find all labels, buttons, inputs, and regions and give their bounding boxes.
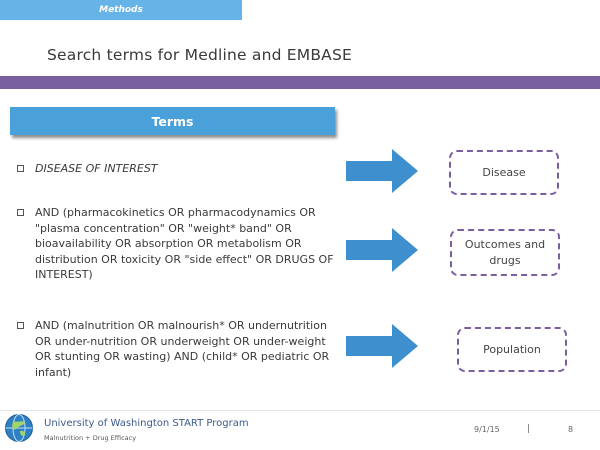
bullet-text: AND (pharmacokinetics OR pharmacodynamics OR "plasma concentration" OR "weight* band" OR bioavailability OR absorption OR metabolism OR distribution OR toxicity OR "side effect" OR DRUGS OF INTEREST) [35, 206, 334, 281]
footer-subtitle: Malnutrition + Drug Efficacy [44, 434, 137, 442]
footer-date: 9/1/15 [474, 425, 500, 434]
category-box-population [457, 327, 567, 372]
bullet-text: DISEASE OF INTEREST [35, 162, 158, 175]
footer-organization: University of Washington START Program [44, 418, 249, 429]
terms-header [10, 107, 335, 135]
section-label: Methods [99, 5, 143, 15]
slide-title: Search terms for Medline and EMBASE [47, 46, 353, 64]
square-bullet-icon [17, 209, 24, 216]
section-tab [0, 0, 242, 20]
bullet-outcomes [17, 205, 337, 283]
square-bullet-icon [17, 165, 24, 172]
category-label: Population [483, 342, 541, 356]
bullet-text: AND (malnutrition OR malnourish* OR undernutrition OR under-nutrition OR underweight OR under-weight OR stunting OR wasting) AND (child* OR pediatric OR infant) [35, 319, 330, 379]
right-arrow-icon [346, 149, 418, 193]
right-arrow-icon [346, 324, 418, 368]
square-bullet-icon [17, 322, 24, 329]
bullet-disease [17, 161, 337, 177]
bullet-population [17, 318, 337, 380]
globe-logo-icon [4, 413, 34, 443]
category-label: Disease [482, 165, 526, 179]
category-box-outcomes [450, 229, 560, 276]
footer-separator: | [527, 424, 531, 434]
category-label: Outcomes and drugs [464, 237, 546, 267]
title-divider-bar [0, 76, 600, 89]
terms-header-label: Terms [151, 113, 194, 129]
right-arrow-icon [346, 228, 418, 272]
category-box-disease [449, 150, 559, 195]
footer-divider [0, 410, 600, 411]
page-number: 8 [568, 425, 574, 434]
